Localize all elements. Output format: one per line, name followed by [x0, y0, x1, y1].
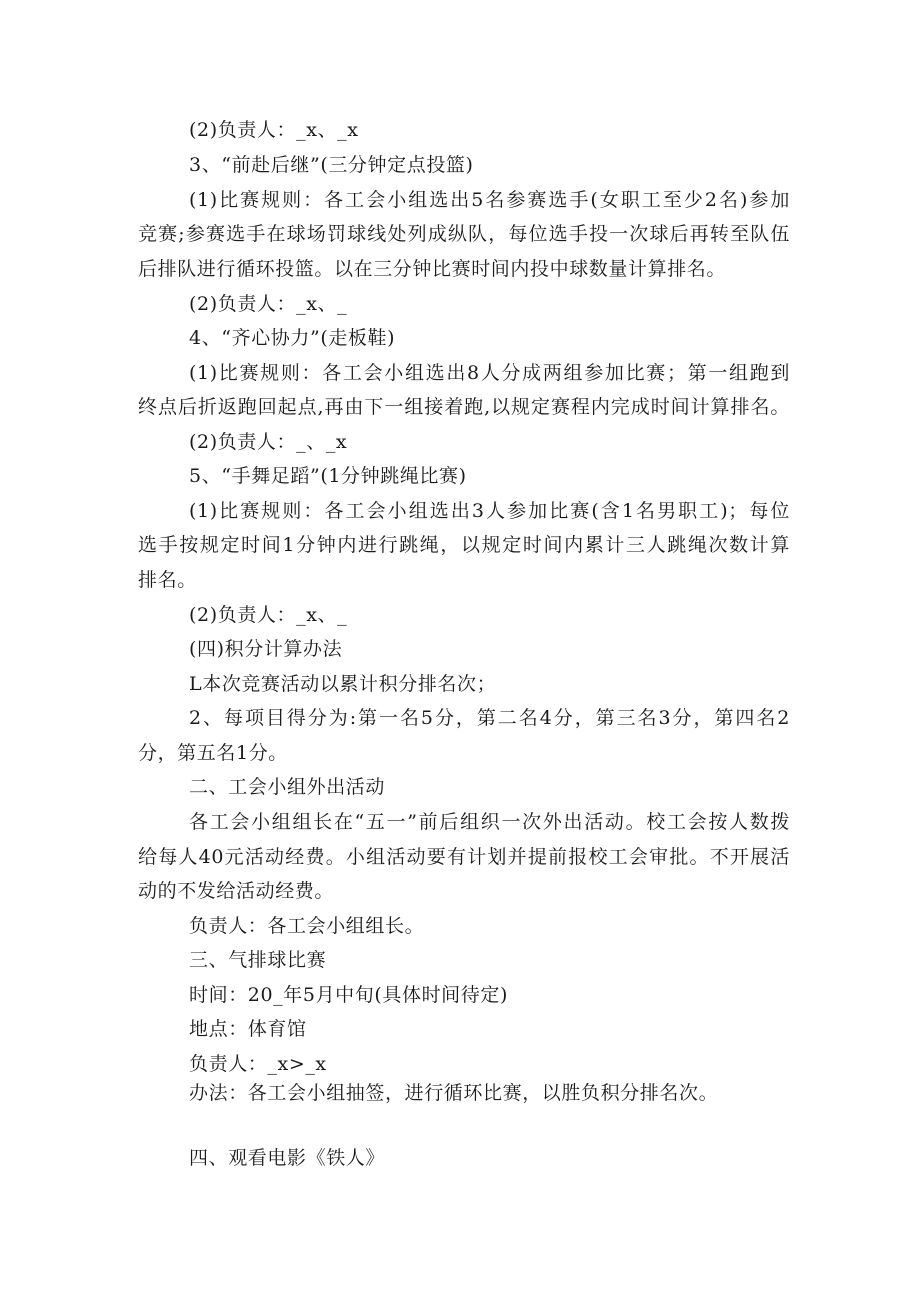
text-line: 后排队进行循环投篮。以在三分钟比赛时间内投中球数量计算排名。 [138, 258, 727, 280]
text-line: 办法：各工会小组抽签，进行循环比赛，以胜负积分排名次。 [189, 1082, 719, 1104]
text-line: 地点：体育馆 [189, 1018, 307, 1040]
section-heading: 3、“前赴后继”(三分钟定点投篮) [189, 154, 474, 176]
section-heading: 四、观看电影《铁人》 [189, 1147, 386, 1169]
section-heading: 二、工会小组外出活动 [189, 776, 386, 798]
text-line: (2)负责人：_x、_ [189, 293, 348, 315]
text-line: 负责人：_x>_x [189, 1053, 327, 1075]
text-line: 分，第五名1分。 [138, 742, 288, 764]
text-line: (2)负责人：_x、_x [189, 119, 359, 141]
text-line: L本次竞赛活动以累计积分排名次； [189, 673, 497, 695]
text-line: 选手按规定时间1分钟内进行跳绳，以规定时间内累计三人跳绳次数计算 [138, 534, 790, 556]
text-line: 动的不发给活动经费。 [138, 880, 335, 902]
text-line: (1)比赛规则：各工会小组选出3人参加比赛(含1名男职工)；每位 [189, 500, 790, 522]
text-line: 2、每项目得分为:第一名5分，第二名4分，第三名3分，第四名2 [189, 707, 790, 729]
section-heading: 三、气排球比赛 [189, 949, 327, 971]
text-line: 各工会小组组长在“五一”前后组织一次外出活动。校工会按人数拨 [189, 811, 790, 833]
text-line: (1)比赛规则：各工会小组选出8人分成两组参加比赛；第一组跑到 [189, 362, 790, 384]
text-line: 竞赛;参赛选手在球场罚球线处列成纵队，每位选手投一次球后再转至队伍 [138, 223, 790, 245]
section-heading: (四)积分计算办法 [189, 638, 343, 660]
text-line: 排名。 [138, 569, 197, 591]
text-line: 负责人：各工会小组组长。 [189, 915, 425, 937]
section-heading: 5、“手舞足蹈”(1分钟跳绳比赛) [189, 465, 467, 487]
text-line: 给每人40元活动经费。小组活动要有计划并提前报校工会审批。不开展活 [138, 846, 790, 868]
text-line: 时间：20_年5月中旬(具体时间待定) [189, 984, 508, 1006]
text-line: 终点后折返跑回起点,再由下一组接着跑,以规定赛程内完成时间计算排名。 [138, 396, 790, 418]
text-line: (1)比赛规则：各工会小组选出5名参赛选手(女职工至少2名)参加 [189, 189, 790, 211]
text-line: (2)负责人：_x、_ [189, 604, 348, 626]
text-line: (2)负责人：_、_x [189, 431, 348, 453]
section-heading: 4、“齐心协力”(走板鞋) [189, 327, 396, 349]
